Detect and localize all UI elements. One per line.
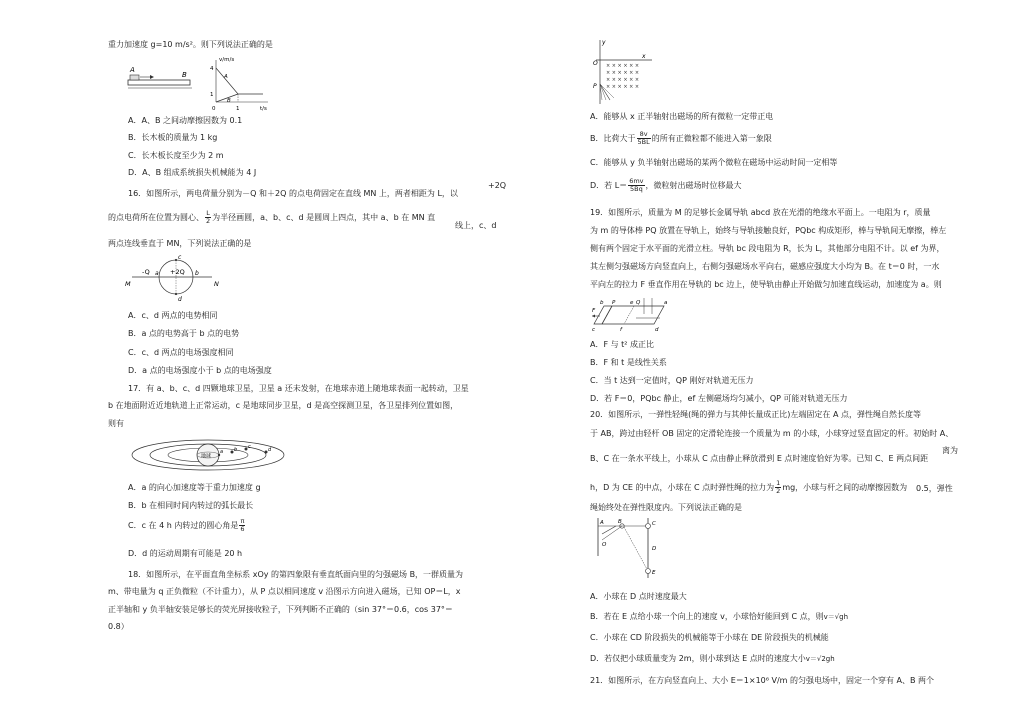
q16-option-c: C．c、d 两点的电场强度相同 [128, 348, 234, 357]
q20-line-4-mid: mg，小球与杆之间的动摩擦因数为 [782, 482, 908, 492]
label-a: a [155, 270, 159, 277]
vt-tick-1y: 1 [210, 92, 214, 98]
q15-figure [128, 58, 378, 118]
label-d: d [655, 327, 659, 333]
label-minus-q: -Q [142, 268, 150, 276]
q19-figure [592, 294, 672, 336]
vt-x-axis-label: t/s [260, 106, 267, 112]
q19-line-3: 侧有两个固定于水平面的光滑立柱。导轨 bc 段电阻为 R，长为 L，其他部分电阻不计。以 ef 为界， [590, 244, 945, 253]
q20-line-5: 绳始终处在弹性限度内。下列说法正确的是 [590, 503, 742, 512]
label-force-f: F [592, 308, 596, 314]
q17-figure [128, 435, 288, 475]
q18-line-3: 正半轴和 y 负半轴安装足够长的荧光屏接收粒子，下列判断不正确的（sin 37°＝0.6，cos 37°＝ [108, 605, 453, 614]
q15-option-c: C．长木板长度至少为 2 m [128, 151, 224, 160]
q15-option-d: D．A、B 组成系统损失机械能为 4 J [128, 168, 257, 177]
label-o: O [602, 542, 607, 548]
label-m: M [125, 280, 131, 288]
q20-line-3b: 离为 [942, 446, 958, 455]
label-block-a: A [130, 66, 135, 74]
label-sat-c: c [248, 444, 251, 450]
q19-option-c: C．当 t 达到一定值时，QP 刚好对轨道无压力 [590, 376, 754, 385]
label-n: N [214, 280, 219, 288]
q18-option-b-text: B．比荷大于 [590, 133, 636, 143]
label-sat-d: d [268, 447, 272, 453]
label-c: c [592, 327, 596, 333]
q16-line-2b: 为半径画圆，a、b、c、d 是圆周上四点，其中 a、b 在 MN 直 [212, 212, 436, 222]
q16-line-1-text: 16．如图所示，两电荷量分别为－Q 和＋2Q 的点电荷固定在直线 MN 上，两者相距为 L，以 [128, 189, 458, 198]
frac-num: L [206, 209, 210, 217]
frac-num: 6mv [629, 177, 644, 185]
q17-option-c [128, 518, 246, 533]
label-plus-2q: +2Q [170, 268, 185, 276]
vt-line-a: A [224, 74, 228, 80]
q20-option-b [590, 612, 848, 622]
frac-den: 2 [776, 486, 781, 495]
q16-line-2c: 线上，c、d [455, 221, 497, 230]
label-y: y [602, 39, 606, 46]
q18-option-b-tail: 的所有正微粒都不能进入第一象限 [651, 133, 772, 143]
frac-den: 6 [240, 524, 245, 533]
vt-origin: 0 [212, 106, 216, 112]
q17-option-b: B．b 在相同时间内转过的弧长最长 [128, 501, 254, 510]
q18-line-1: 18．如图所示，在平面直角坐标系 xOy 的第四象限有垂直纸面向里的匀强磁场 B，一群质量为 [128, 570, 464, 579]
q20-option-a: A．小球在 D 点时速度最大 [590, 592, 687, 601]
label-a: A [600, 520, 604, 526]
label-x: x [642, 53, 646, 60]
q16-figure [125, 254, 228, 306]
label-e: E [652, 570, 656, 576]
q16-line-1 [128, 189, 458, 199]
label-b: b [195, 270, 199, 277]
label-q: Q [636, 300, 641, 306]
q18-line-2: m、带电量为 q 正负微粒（不计重力），从 P 点以相同速度 v 沿图示方向进入磁场，已知 OP＝L，x [108, 587, 461, 596]
q20-option-b-formula: v＝√gh [823, 613, 849, 621]
label-board-b: B [182, 71, 187, 79]
label-d: D [652, 546, 657, 552]
q20-line-4 [590, 480, 907, 495]
q15-option-a: A．A、B 之间动摩擦因数为 0.1 [128, 116, 243, 125]
fraction-6mv-over-5bq [628, 178, 644, 193]
q18-line-4: 0.8） [108, 622, 129, 631]
q18-figure [592, 38, 672, 108]
q18-option-d [590, 178, 742, 193]
label-o: O [593, 60, 598, 67]
q16-option-d: D．a 点的电场强度小于 b 点的电场强度 [128, 366, 272, 375]
label-sat-b: b [234, 447, 238, 453]
q20-line-2: 于 AB，跨过由轻杆 OB 固定的定滑轮连接一个质量为 m 的小球，小球穿过竖直固定的杆。初始时 A、 [590, 429, 954, 438]
q20-line-1: 20．如图所示，一弹性轻绳(绳的弹力与其伸长量成正比)左端固定在 A 点，弹性绳自然长度等 [590, 410, 921, 419]
q21-line-1: 21．如图所示，在方向竖直向上、大小 E＝1×10⁶ V/m 的匀强电场中，固定一个穿有 A、B 两个 [590, 676, 935, 685]
label-c: c [178, 254, 182, 261]
q18-option-c: C．能够从 y 负半轴射出磁场的某两个微粒在磁场中运动时间一定相等 [590, 158, 838, 167]
label-p: P [612, 300, 616, 306]
q20-option-d-text: D．若仅把小球质量变为 2m，则小球到达 E 点时的速度大小 [590, 654, 806, 663]
frac-den: 2 [206, 216, 211, 225]
q19-line-5: 平向左的拉力 F 垂直作用在导轨的 bc 边上，使导轨由静止开始做匀加速直线运动，加速度为 a。则 [590, 280, 942, 289]
q17-line-3: 则有 [108, 419, 124, 428]
q16-line-2a: 的点电荷所在位置为圆心、 [108, 212, 204, 222]
label-d: d [178, 296, 182, 303]
svg-text:× × × × × ×: × × × × × × [606, 77, 640, 83]
label-e: e [630, 300, 634, 306]
q20-option-d [590, 654, 835, 664]
vt-line-b: B [227, 98, 231, 104]
q19-option-d: D．若 F＝0，PQbc 静止，ef 左侧磁场均匀减小，QP 可能对轨道无压力 [590, 394, 848, 403]
q20-line-4c: 0.5，弹性 [916, 484, 953, 493]
frac-den: 5Bq [629, 184, 643, 193]
fraction-pi-over-6 [239, 518, 245, 533]
label-sat-a: a [220, 449, 224, 455]
q17-option-c-text: C．c 在 4 h 内转过的圆心角是 [128, 520, 239, 530]
q18-option-d-l: L＝ [614, 180, 628, 190]
label-a: a [664, 300, 668, 306]
frac-den: 5BL [637, 137, 650, 146]
q20-option-d-formula: v＝√2gh [805, 655, 835, 663]
q16-plus2q: +2Q [488, 181, 507, 190]
q19-option-a: A．F 与 t² 成正比 [590, 340, 655, 349]
q15-option-b: B．长木板的质量为 1 kg [128, 133, 218, 142]
q20-option-c: C．小球在 CD 阶段损失的机械能等于小球在 DE 阶段损失的机械能 [590, 633, 829, 642]
q17-option-a: A．a 的向心加速度等于重力加速度 g [128, 483, 261, 492]
q19-line-1: 19．如图所示，质量为 M 的足够长金属导轨 abcd 放在光滑的绝缘水平面上。一电阻为 r，质量 [590, 208, 931, 217]
q19-line-2: 为 m 的导体棒 PQ 放置在导轨上，始终与导轨接触良好，PQbc 构成矩形，棒与导轨间无摩擦，棒左 [590, 226, 947, 235]
q16-option-b: B．a 点的电势高于 b 点的电势 [128, 329, 240, 338]
q18-option-b [590, 131, 772, 146]
svg-text:× × × × × ×: × × × × × × [606, 70, 640, 76]
q20-option-b-text: B．若在 E 点给小球一个向上的速度 v，小球恰好能回到 C 点，则 [590, 612, 824, 621]
vt-y-axis-label: v/m/s [219, 57, 235, 63]
q15-tail-text: 重力加速度 g=10 m/s²。则下列说法正确的是 [108, 40, 273, 49]
q16-line-3: 两点连线垂直于 MN，下列说法正确的是 [108, 239, 252, 248]
vt-tick-1x: 1 [236, 106, 240, 112]
frac-num: 1 [776, 479, 781, 487]
q18-option-d-tail: ，微粒射出磁场时位移最大 [645, 180, 742, 190]
label-f: f [620, 327, 622, 333]
vt-graph [210, 57, 268, 112]
label-c: C [652, 521, 656, 527]
svg-text:× × × × × ×: × × × × × × [606, 84, 640, 90]
q16-option-a: A．c、d 两点的电势相同 [128, 311, 218, 320]
q20-figure [596, 516, 666, 581]
vt-tick-4: 4 [210, 66, 214, 72]
frac-num: π [240, 517, 245, 525]
field-crosses [606, 63, 639, 90]
board-diagram [128, 66, 192, 88]
q17-line-1: 17．有 a、b、c、d 四颗地球卫星，卫星 a 还未发射，在地球赤道上随地球表面一起转动，卫星 [128, 384, 469, 393]
q18-option-a: A．能够从 x 正半轴射出磁场的所有微粒一定带正电 [590, 112, 774, 121]
fraction-8v-over-5bl [637, 131, 651, 146]
q16-line-2 [108, 210, 435, 225]
q20-line-3: B、C 在一条水平线上，小球从 C 点由静止释放滑到 E 点时速度恰好为零。已知 C、E 两点间距 [590, 454, 929, 463]
label-b: B [618, 519, 622, 525]
label-b: b [600, 300, 604, 306]
frac-num: 8v [637, 131, 651, 139]
label-p: P [593, 83, 597, 90]
q17-line-2: b 在地面附近近地轨道上正常运动，c 是地球同步卫星，d 是高空探测卫星，各卫星排列位置如图， [108, 401, 459, 410]
q19-line-4: 其左侧匀强磁场方向竖直向上，右侧匀强磁场水平向右，磁感应强度大小均为 B。在 t＝0 时，一水 [590, 262, 940, 271]
fraction-1-over-2 [775, 480, 781, 495]
q18-option-d-text: D．若 [590, 180, 613, 190]
q16-fraction-l-over-2 [205, 210, 211, 225]
label-earth: 地球 [201, 453, 212, 460]
svg-text:× × × × × ×: × × × × × × [606, 63, 640, 69]
q20-line-4-text: h，D 为 CE 的中点，小球在 C 点时弹性绳的拉力为 [590, 482, 775, 492]
q19-option-b: B．F 和 t 是线性关系 [590, 358, 667, 367]
q17-option-d: D．d 的运动周期有可能是 20 h [128, 549, 243, 558]
